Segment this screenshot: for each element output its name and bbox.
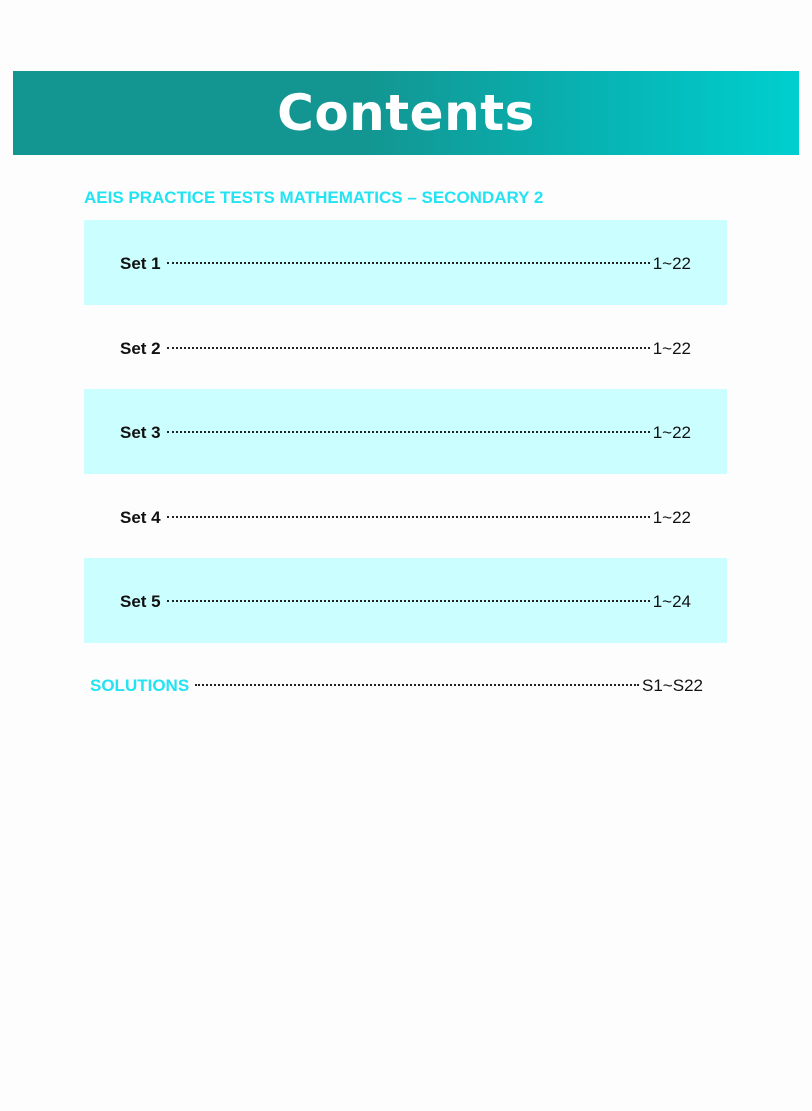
contents-header-band bbox=[13, 71, 799, 155]
toc-row-solutions[interactable] bbox=[90, 676, 703, 696]
toc-page-range: 1~22 bbox=[652, 254, 691, 273]
toc-page-range: 1~24 bbox=[652, 592, 691, 611]
dot-leader bbox=[167, 262, 650, 264]
toc-page-range: 1~22 bbox=[652, 508, 691, 527]
toc-row-set-5[interactable] bbox=[84, 558, 727, 643]
solutions-page-range: S1~S22 bbox=[642, 676, 703, 695]
dot-leader bbox=[195, 684, 639, 686]
toc-label: Set 4 bbox=[120, 508, 161, 527]
toc-page-range: 1~22 bbox=[652, 339, 691, 358]
toc-row-set-3[interactable] bbox=[84, 389, 727, 474]
page-title: Contents bbox=[277, 84, 535, 142]
toc-entry bbox=[120, 423, 691, 443]
section-heading: AEIS PRACTICE TESTS MATHEMATICS – SECONDARY 2 bbox=[84, 188, 544, 207]
toc-row-set-4[interactable] bbox=[84, 474, 727, 559]
toc-entry bbox=[120, 508, 691, 528]
toc-entry bbox=[120, 592, 691, 612]
toc-entry bbox=[120, 254, 691, 274]
toc-entry bbox=[120, 339, 691, 359]
dot-leader bbox=[167, 516, 650, 518]
toc-row-set-2[interactable] bbox=[84, 305, 727, 390]
solutions-label: SOLUTIONS bbox=[90, 676, 190, 695]
toc-row-set-1[interactable] bbox=[84, 220, 727, 305]
toc-label: Set 2 bbox=[120, 339, 161, 358]
toc-label: Set 3 bbox=[120, 423, 161, 442]
toc-label: Set 1 bbox=[120, 254, 161, 273]
toc-page-range: 1~22 bbox=[652, 423, 691, 442]
dot-leader bbox=[167, 347, 650, 349]
dot-leader bbox=[167, 431, 650, 433]
dot-leader bbox=[167, 600, 650, 602]
toc-label: Set 5 bbox=[120, 592, 161, 611]
